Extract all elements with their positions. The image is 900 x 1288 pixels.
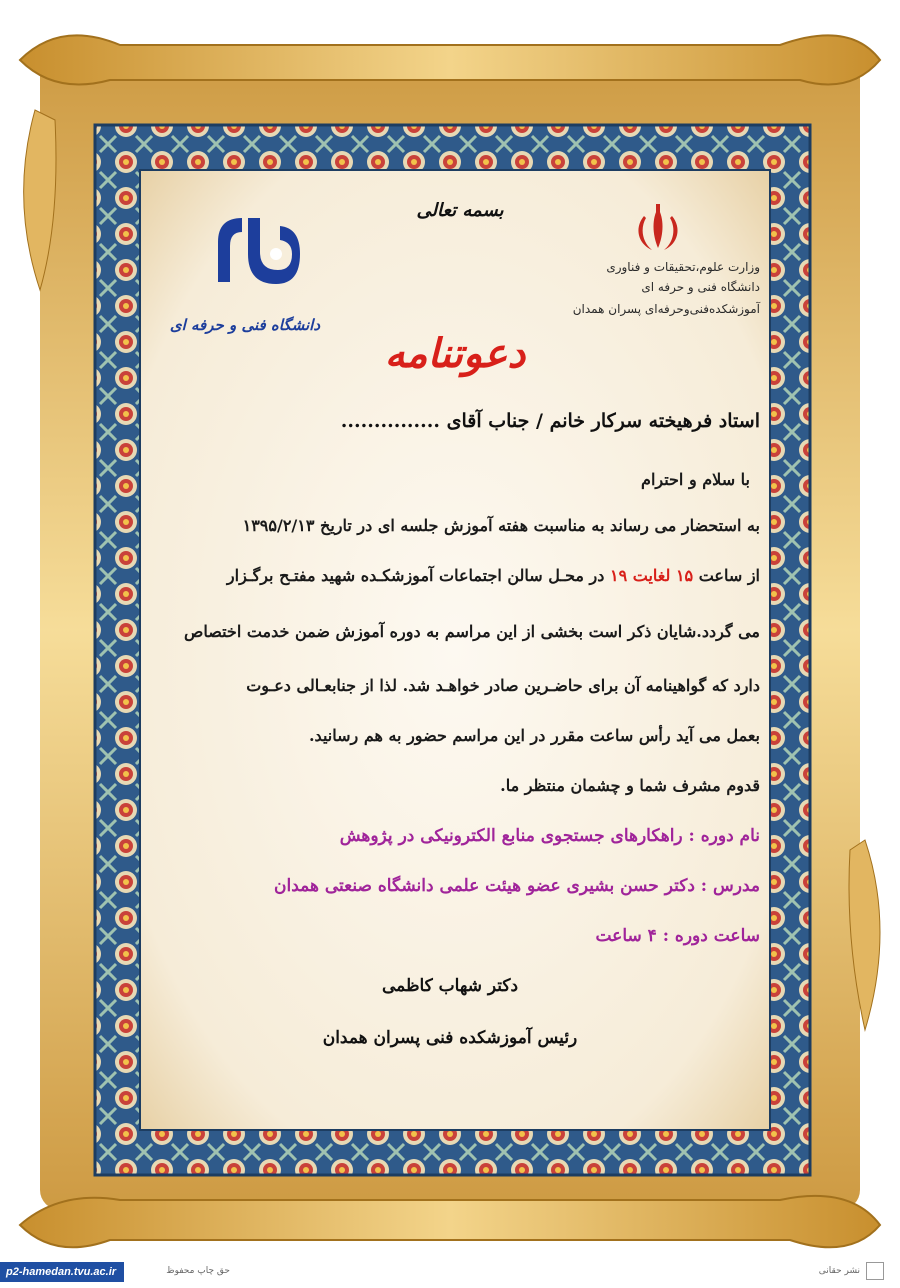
website-badge[interactable] — [0, 1262, 124, 1282]
ministry-line-1: وزارت علوم،تحقیقات و فناوری — [606, 260, 760, 274]
body-line-5: بعمل می آید رأس ساعت مقرر در این مراسم حضور به هم رسانید. — [308, 726, 760, 745]
signatory-role: رئیس آموزشکده فنی پسران همدان — [322, 1028, 578, 1048]
course-duration: ساعت دوره : ۴ ساعت — [595, 926, 760, 946]
body-line-2 — [160, 566, 760, 585]
body-line-3: می گردد.شایان ذکر است بخشی از این مراسم به دوره آموزش ضمن خدمت اختصاص — [184, 622, 760, 641]
body-line-4: دارد که گواهینامه آن برای حاضـرین صادر خواهـد شد. لذا از جنابعـالی دعـوت — [246, 676, 760, 695]
university-logo-caption: دانشگاه فنی و حرفه ای — [169, 316, 320, 334]
addressee-line: استاد فرهیخته سرکار خانم / جناب آقای ............... — [340, 410, 760, 432]
greeting: با سلام و احترام — [641, 470, 750, 489]
publisher-logo-icon — [866, 1262, 884, 1280]
time-prefix: از ساعت — [698, 566, 760, 585]
venue-text: در محـل سالن اجتماعات آموزشکـده شهید مفتـح برگـزار — [226, 566, 605, 585]
course-instructor: مدرس : دکتر حسن بشیری عضو هیئت علمی دانشگاه صنعتی همدان — [274, 876, 760, 896]
publisher-note: نشر حقانی — [818, 1266, 860, 1276]
body-line-6: قدوم مشرف شما و چشمان منتظر ما. — [500, 776, 760, 795]
course-name: نام دوره : راهکارهای جستجوی منابع الکترونیکی در پژوهش — [339, 826, 760, 846]
website-url[interactable]: p2-hamedan.tvu.ac.ir — [6, 1266, 117, 1278]
university-logo-icon — [208, 212, 300, 292]
copyright-note: حق چاپ محفوظ — [166, 1266, 230, 1276]
time-range-highlight: ۱۵ لغایت ۱۹ — [609, 566, 694, 585]
signatory-name: دکتر شهاب کاظمی — [381, 976, 519, 996]
ministry-line-2: دانشگاه فنی و حرفه ای — [641, 280, 760, 294]
ministry-line-3: آموزشکده‌فنی‌وحرفه‌ای پسران همدان — [572, 302, 760, 316]
basmala: بسمه تعالی — [416, 200, 504, 221]
body-line-1: به استحضار می رساند به مناسبت هفته آموزش جلسه ای در تاریخ ۱۳۹۵/۲/۱۳ — [242, 516, 760, 535]
document-title: دعوتنامه — [384, 330, 526, 377]
iran-emblem-icon — [628, 204, 688, 254]
